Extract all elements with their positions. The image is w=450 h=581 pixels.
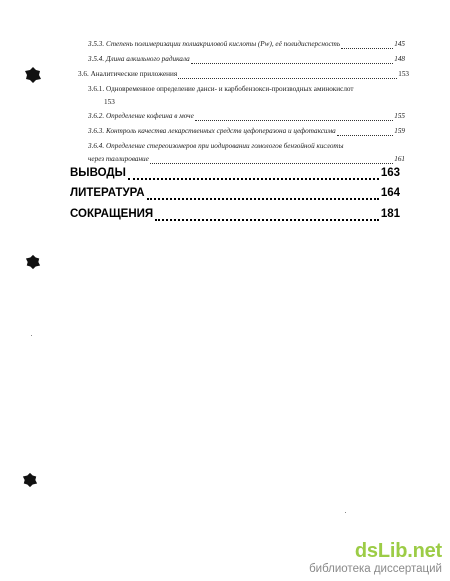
scan-speck xyxy=(31,335,32,336)
toc-entry-continuation: через таллирование 161 xyxy=(88,155,405,163)
toc-main-entry: ВЫВОДЫ 163 xyxy=(70,167,400,179)
toc-main-entry: ЛИТЕРАТУРА 164 xyxy=(70,187,400,199)
watermark-logo: dsLib.net xyxy=(354,540,442,562)
scan-blot xyxy=(22,472,38,488)
toc-entry: 3.6. Аналитические приложения 153 xyxy=(78,70,409,78)
watermark-subtitle: библиотека диссертаций xyxy=(309,563,442,575)
toc-entry: 3.6.2. Определение кофеина в моче 155 xyxy=(88,112,405,120)
watermark xyxy=(309,541,442,575)
toc-entry: 3.5.4. Длина алкильного радикала 148 xyxy=(88,55,405,63)
toc-entry: 3.5.3. Степень полимеризации полиакриловой кислоты (Pw), её полидисперсность 145 xyxy=(88,40,405,48)
scan-speck xyxy=(345,512,346,513)
toc-entry: 3.6.1. Одновременное определение данси- и карбобензокси-производных аминокислот xyxy=(88,85,354,93)
toc-entry: 3.6.3. Контроль качества лекарственных средств цефоперазона и цефотаксима 159 xyxy=(88,127,405,135)
toc-main-entry: СОКРАЩЕНИЯ 181 xyxy=(70,208,400,220)
toc-entry: 3.6.4. Определение стереоизомеров при иодировании гомологов бензойной кислоты xyxy=(88,142,344,150)
scan-blot xyxy=(24,66,42,84)
scan-blot xyxy=(25,254,41,270)
toc-entry-page: 153 xyxy=(104,98,115,106)
